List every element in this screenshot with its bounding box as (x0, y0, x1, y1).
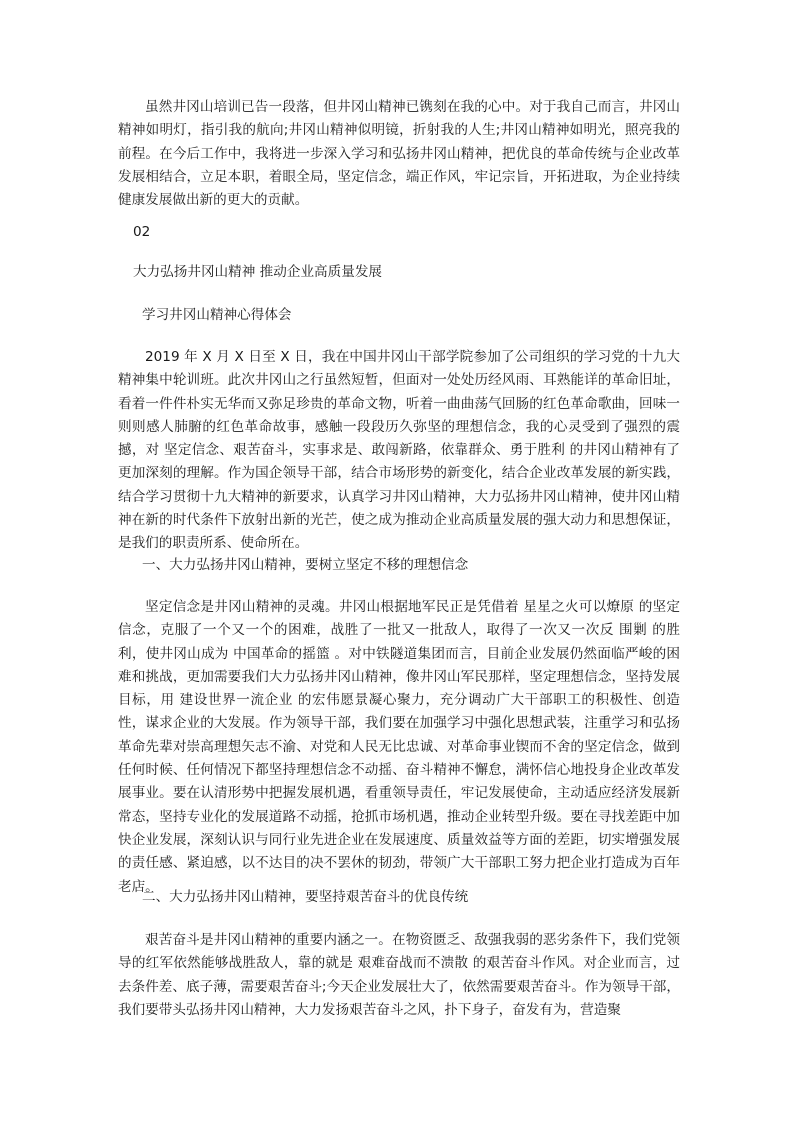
article-subtitle: 学习井冈山精神心得体会 (142, 307, 292, 323)
section-1-paragraph: 坚定信念是井冈山精神的灵魂。井冈山根据地军民正是凭借着 星星之火可以燎原 的坚定信念，克服了一个又一个的困难，战胜了一批又一批敌人，取得了一次又一次反 围剿 的胜利，使井冈山成为 中国革命的摇篮 。对中铁隧道集团而言，目前企业发展仍然面临严峻的困难和挑战，更加需要我们大力弘扬井冈山精神，像井冈山军民那样，坚定理想信念，坚持发展目标，用 建设世界一流企业 的宏伟愿景凝心聚力，充分调动广大干部职工的积极性、创造性，谋求企业的大发展。作为领导干部，我们要在加强学习中强化思想武装，注重学习和弘扬革命先辈对崇高理想矢志不渝、对党和人民无比忠诚、对革命事业锲而不舍的坚定信念，做到任何时候、任何情况下都坚持理想信念不动摇、奋斗精神不懈怠，满怀信心地投身企业改革发展事业。要在认清形势中把握发展机遇，看重领导责任，牢记发展使命，主动适应经济发展新常态，坚持专业化的发展道路不动摇，抢抓市场机遇，推动企业转型升级。要在寻找差距中加快企业发展，深刻认识与同行业先进企业在发展速度、质量效益等方面的差距，切实增强发展的责任感、紧迫感，以不达目的决不罢休的韧劲，带领广大干部职工努力把企业打造成为百年老店。 (118, 599, 680, 895)
intro-paragraph: 2019 年 X 月 X 日至 X 日，我在中国井冈山干部学院参加了公司组织的学习党的十九大精神集中轮训班。此次井冈山之行虽然短暂，但面对一处处历经风雨、耳熟能详的革命旧址，看着一件件朴实无华而又弥足珍贵的革命文物，听着一曲曲荡气回肠的红色革命歌曲，回味一则则感人肺腑的红色革命故事，感触一段段历久弥坚的理想信念，我的心灵受到了强烈的震撼，对 坚定信念、艰苦奋斗，实事求是、敢闯新路，依靠群众、勇于胜利 的井冈山精神有了更加深刻的理解。作为国企领导干部，结合市场形势的新变化，结合企业改革发展的新实践，结合学习贯彻十九大精神的新要求，认真学习井冈山精神，大力弘扬井冈山精神，使井冈山精神在新的时代条件下放射出新的光芒，使之成为推动企业高质量发展的强大动力和思想保证，是我们的职责所系、使命所在。 (118, 349, 680, 552)
section-number: 02 (133, 224, 151, 240)
article-title: 大力弘扬井冈山精神 推动企业高质量发展 (133, 264, 383, 280)
heading-section-1: 一、大力弘扬井冈山精神，要树立坚定不移的理想信念 (142, 557, 469, 573)
heading-section-2: 二、大力弘扬井冈山精神，要坚持艰苦奋斗的优良传统 (142, 889, 469, 905)
closing-paragraph: 虽然井冈山培训已告一段落，但井冈山精神已镌刻在我的心中。对于我自己而言，井冈山精神如明灯，指引我的航向;井冈山精神似明镜，折射我的人生;井冈山精神如明光，照亮我的前程。在今后工作中，我将进一步深入学习和弘扬井冈山精神，把优良的革命传统与企业改革发展相结合，立足本职，着眼全局，坚定信念，端正作风，牢记宗旨，开拓进取，为企业持续健康发展做出新的更大的贡献。 (118, 99, 680, 209)
section-2-paragraph: 艰苦奋斗是井冈山精神的重要内涵之一。在物资匮乏、敌强我弱的恶劣条件下，我们党领导的红军依然能够战胜敌人，靠的就是 艰难奋战而不溃散 的艰苦奋斗作风。对企业而言，过去条件差、底子薄，需要艰苦奋斗;今天企业发展壮大了，依然需要艰苦奋斗。作为领导干部，我们要带头弘扬井冈山精神，大力发扬艰苦奋斗之风，扑下身子，奋发有为，营造聚 (118, 932, 680, 1018)
